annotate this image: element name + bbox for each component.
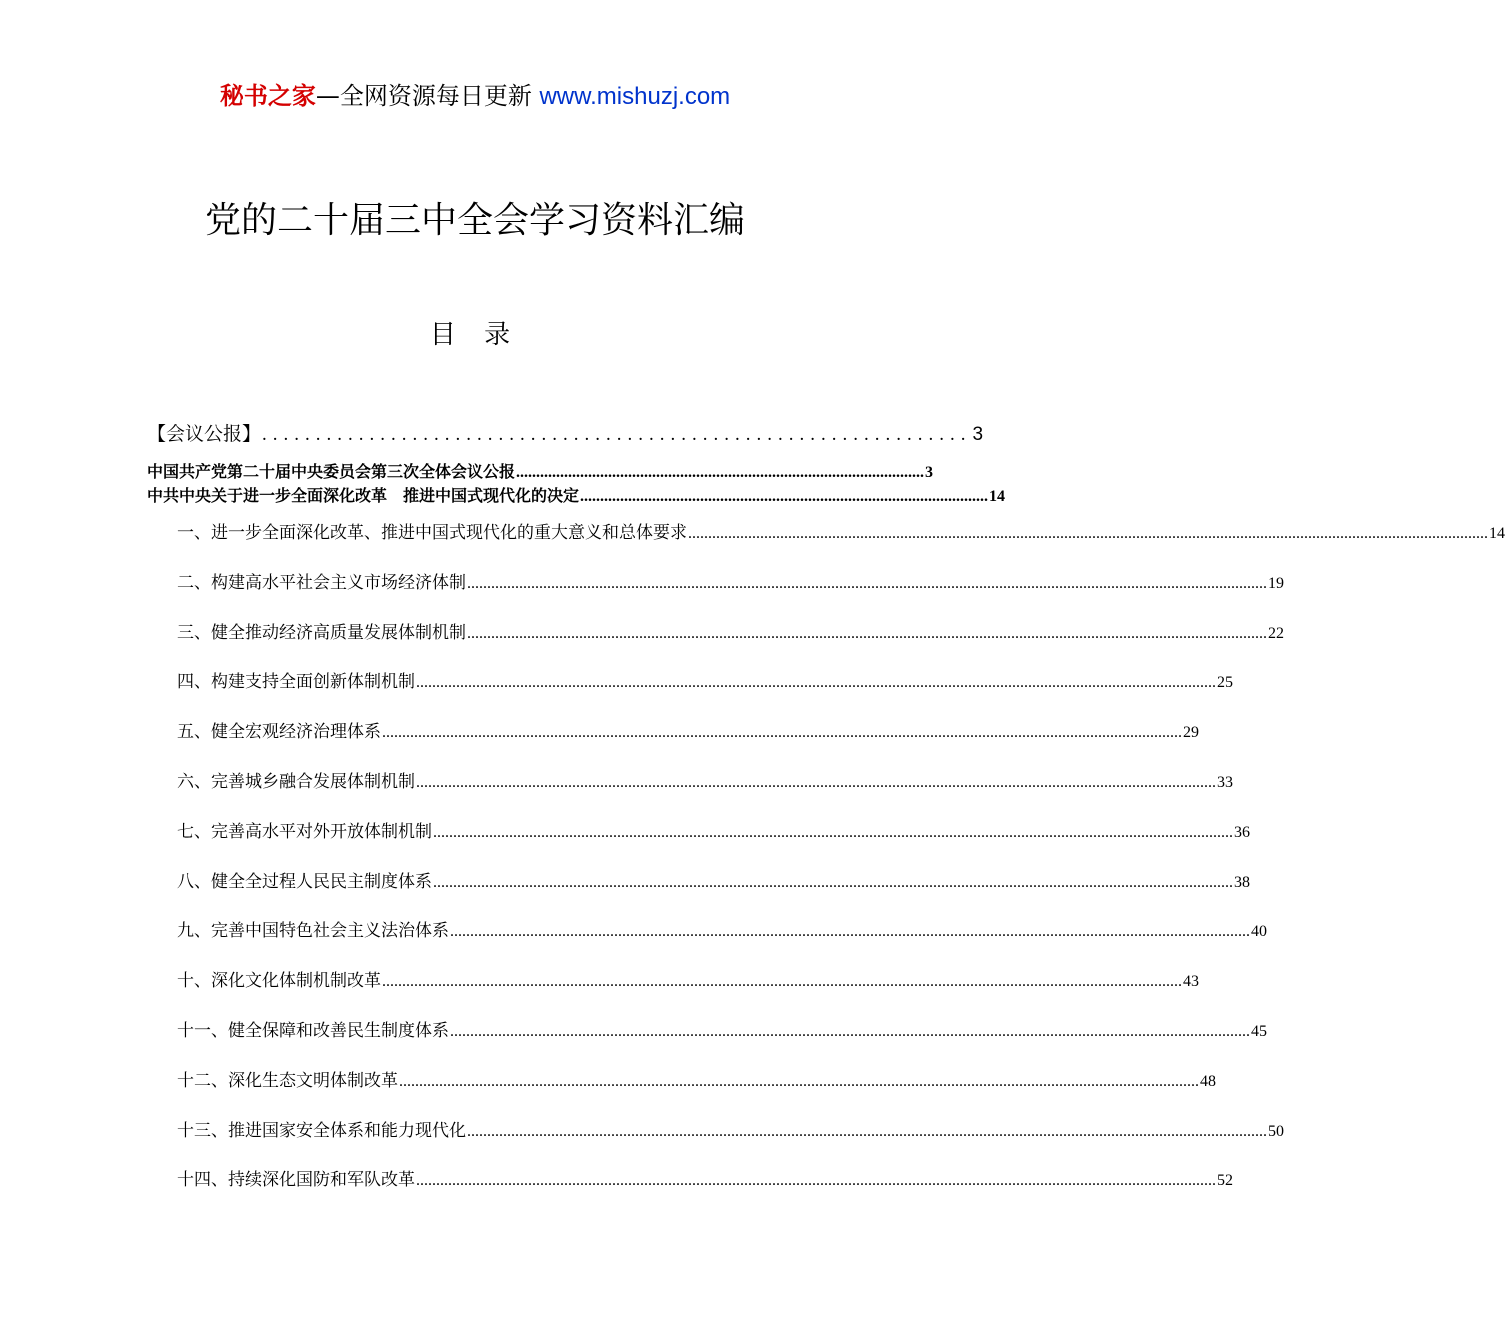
- toc-sub-entry[interactable]: [177, 571, 1284, 596]
- toc-entry-page: 3: [972, 424, 984, 445]
- toc-entry-title: 七、完善高水平对外开放体制机制: [177, 821, 432, 842]
- toc-entry-title: 十一、健全保障和改善民生制度体系: [177, 1021, 449, 1041]
- toc-leader-dots: ........................................................................................................................................................................................................: [467, 574, 1267, 592]
- toc-entry-page: 33: [1217, 774, 1233, 791]
- toc-sub-entry[interactable]: [177, 621, 1284, 646]
- toc-leader-dots: ........................................................................................................................................................................................................: [433, 873, 1233, 891]
- toc-entry-page: 43: [1183, 973, 1199, 991]
- toc-section-entry[interactable]: [147, 421, 984, 448]
- toc-entry-title: 中国共产党第二十届中央委员会第三次全体会议公报: [147, 462, 516, 481]
- toc-leader-dots: ........................................................................................................................................................................................................: [382, 973, 1182, 991]
- toc-bold-entry[interactable]: [147, 485, 1006, 508]
- toc-entry-title: 十三、推进国家安全体系和能力现代化: [177, 1120, 466, 1141]
- toc-sub-entry[interactable]: [177, 870, 1250, 895]
- toc-leader-dots: ........................................................................................................................................................................................................: [382, 724, 1182, 742]
- toc-entry-page: 25: [1217, 674, 1233, 692]
- toc-entry-page: 19: [1268, 574, 1284, 592]
- toc-sub-entry[interactable]: [177, 1119, 1284, 1144]
- toc-entry-page: 45: [1251, 1023, 1267, 1040]
- toc-entry-title: 十四、持续深化国防和军队改革: [177, 1170, 415, 1191]
- toc-entry-page: 14: [989, 488, 1006, 505]
- toc-leader-dots: ..................................................................: [262, 424, 972, 445]
- toc-sub-entry[interactable]: [177, 720, 1199, 745]
- toc-entry-page: 40: [1251, 923, 1267, 941]
- toc-entry-page: 36: [1234, 823, 1250, 841]
- toc-entry-page: 29: [1183, 724, 1199, 742]
- toc-sub-entry[interactable]: [177, 670, 1233, 695]
- toc-leader-dots: ........................................................................................................................................................................................................: [399, 1072, 1199, 1090]
- toc-entry-title: 【会议公报】: [147, 423, 262, 445]
- toc-entry-title: 六、完善城乡融合发展体制机制: [177, 772, 415, 792]
- toc-entry-title: 三、健全推动经济高质量发展体制机制: [177, 622, 466, 643]
- toc-entry-title: 四、构建支持全面创新体制机制: [177, 672, 415, 693]
- toc-leader-dots: ........................................................................................................................................................................................................: [467, 624, 1267, 642]
- site-tagline: —全网资源每日更新: [315, 82, 540, 110]
- toc-leader-dots: ........................................................................................................................................................................................................: [416, 774, 1216, 791]
- toc-entry-page: 22: [1268, 624, 1284, 642]
- toc-leader-dots: ........................................................................................................................................................................................................: [450, 1023, 1250, 1040]
- toc-leader-dots: ........................................................................................................................................................................................................: [467, 1122, 1267, 1140]
- toc-sub-entry[interactable]: [177, 521, 1505, 546]
- toc-entry-title: 九、完善中国特色社会主义法治体系: [177, 921, 449, 942]
- toc-entry-page: 14: [1489, 525, 1505, 542]
- toc-entry-title: 十、深化文化体制机制改革: [177, 971, 381, 992]
- toc-entry-page: 3: [925, 464, 934, 481]
- toc-entry-title: 八、健全全过程人民民主制度体系: [177, 871, 432, 892]
- toc-sub-entry[interactable]: [177, 1019, 1267, 1044]
- toc-leader-dots: ......................................................................................................: [516, 464, 925, 481]
- toc-heading: 目 录: [429, 320, 521, 350]
- toc-leader-dots: ........................................................................................................................................................................................................: [688, 525, 1488, 542]
- toc-entry-title: 一、进一步全面深化改革、推进中国式现代化的重大意义和总体要求: [177, 523, 687, 543]
- toc-entry-page: 48: [1200, 1072, 1216, 1090]
- toc-leader-dots: ........................................................................................................................................................................................................: [416, 674, 1216, 692]
- toc-entry-title: 十二、深化生态文明体制改革: [177, 1070, 398, 1091]
- toc-entry-page: 50: [1268, 1122, 1284, 1140]
- toc-sub-entry[interactable]: [177, 820, 1250, 845]
- toc-entry-title: 中共中央关于进一步全面深化改革 推进中国式现代化的决定: [147, 486, 580, 505]
- document-title: 党的二十届三中全会学习资料汇编: [204, 200, 745, 241]
- toc-leader-dots: ........................................................................................................................................................................................................: [450, 923, 1250, 941]
- toc-bold-entry[interactable]: [147, 461, 934, 484]
- site-url-link[interactable]: www.mishuzj.com: [539, 83, 731, 110]
- toc-sub-entry[interactable]: [177, 969, 1199, 994]
- toc-entry-page: 52: [1217, 1172, 1233, 1190]
- toc-sub-entry[interactable]: [177, 770, 1233, 795]
- toc-leader-dots: ........................................................................................................................................................................................................: [433, 823, 1233, 841]
- toc-sub-entry[interactable]: [177, 1168, 1233, 1193]
- toc-leader-dots: ........................................................................................................................................................................................................: [416, 1172, 1216, 1190]
- site-brand: 秘书之家: [219, 82, 316, 110]
- toc-sub-entry[interactable]: [177, 1069, 1216, 1094]
- toc-entry-title: 五、健全宏观经济治理体系: [177, 722, 381, 743]
- toc-entry-title: 二、构建高水平社会主义市场经济体制: [177, 572, 466, 593]
- toc-sub-entry[interactable]: [177, 919, 1267, 944]
- toc-entry-page: 38: [1234, 873, 1250, 891]
- toc-leader-dots: ......................................................................................................: [580, 488, 989, 505]
- site-header: [0, 80, 950, 113]
